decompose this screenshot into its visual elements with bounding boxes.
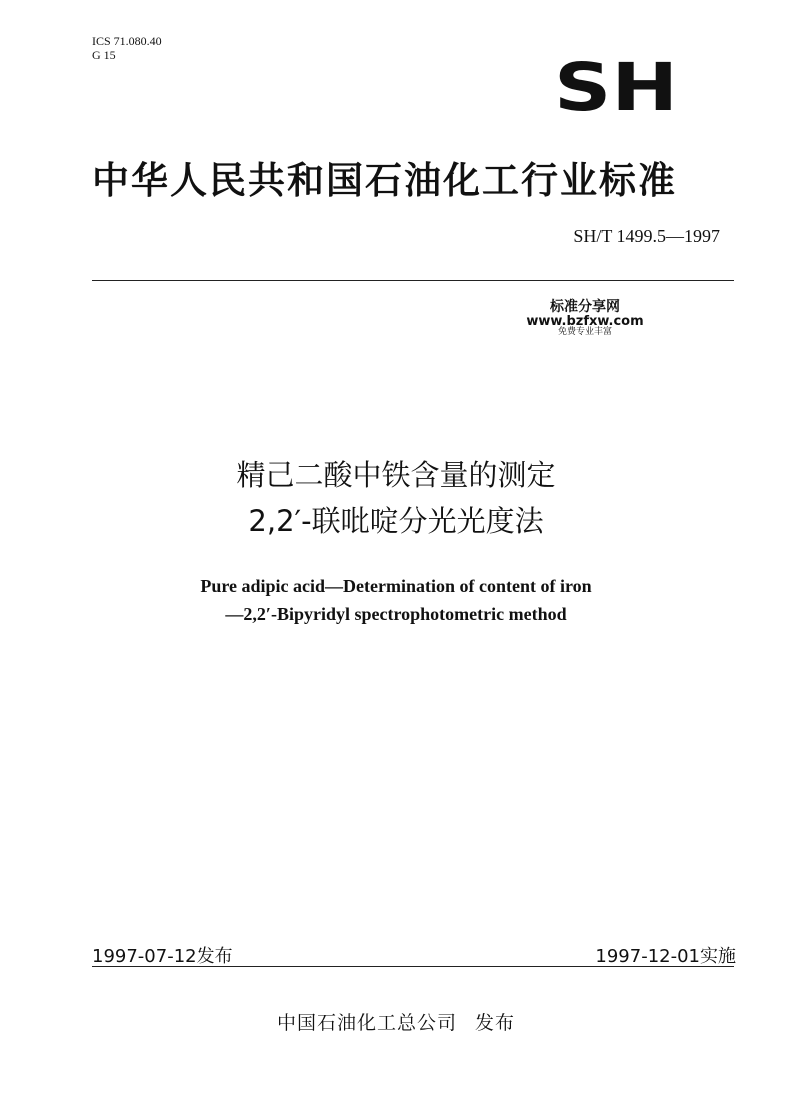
organization-title: 中华人民共和国石油化工行业标准 xyxy=(92,159,677,202)
watermark-line3: 免费专业丰富 xyxy=(557,327,612,338)
publisher-name: 中国石油化工总公司 xyxy=(276,1012,457,1034)
classification-codes xyxy=(92,34,162,62)
top-divider xyxy=(92,280,734,281)
chinese-title-line1: 精己二酸中铁含量的测定 xyxy=(236,458,556,492)
watermark-line1: 标准分享网 xyxy=(550,299,620,315)
english-title-line2: —2,2′-Bipyridyl spectrophotometric method xyxy=(225,604,567,624)
publisher-action: 发布 xyxy=(475,1012,516,1034)
chinese-title xyxy=(0,452,792,544)
issue-date: 1997-07-12发布 xyxy=(92,946,233,967)
english-title xyxy=(0,572,792,628)
english-title-line1: Pure adipic acid—Determination of content of iron xyxy=(200,576,592,596)
ics-code: ICS 71.080.40 xyxy=(92,34,162,48)
sh-logo-text: SH xyxy=(554,56,678,116)
bottom-divider xyxy=(92,966,734,967)
implementation-date: 1997-12-01实施 xyxy=(595,946,736,967)
publisher xyxy=(0,1008,792,1035)
chinese-title-line2: 2,2′-联吡啶分光光度法 xyxy=(248,504,544,538)
ccs-code: G 15 xyxy=(92,48,116,62)
standard-number: SH/T 1499.5—1997 xyxy=(573,226,720,246)
sh-logo xyxy=(552,56,680,116)
watermark-stamp xyxy=(520,300,650,338)
watermark-line2: www.bzfxw.com xyxy=(526,313,644,329)
